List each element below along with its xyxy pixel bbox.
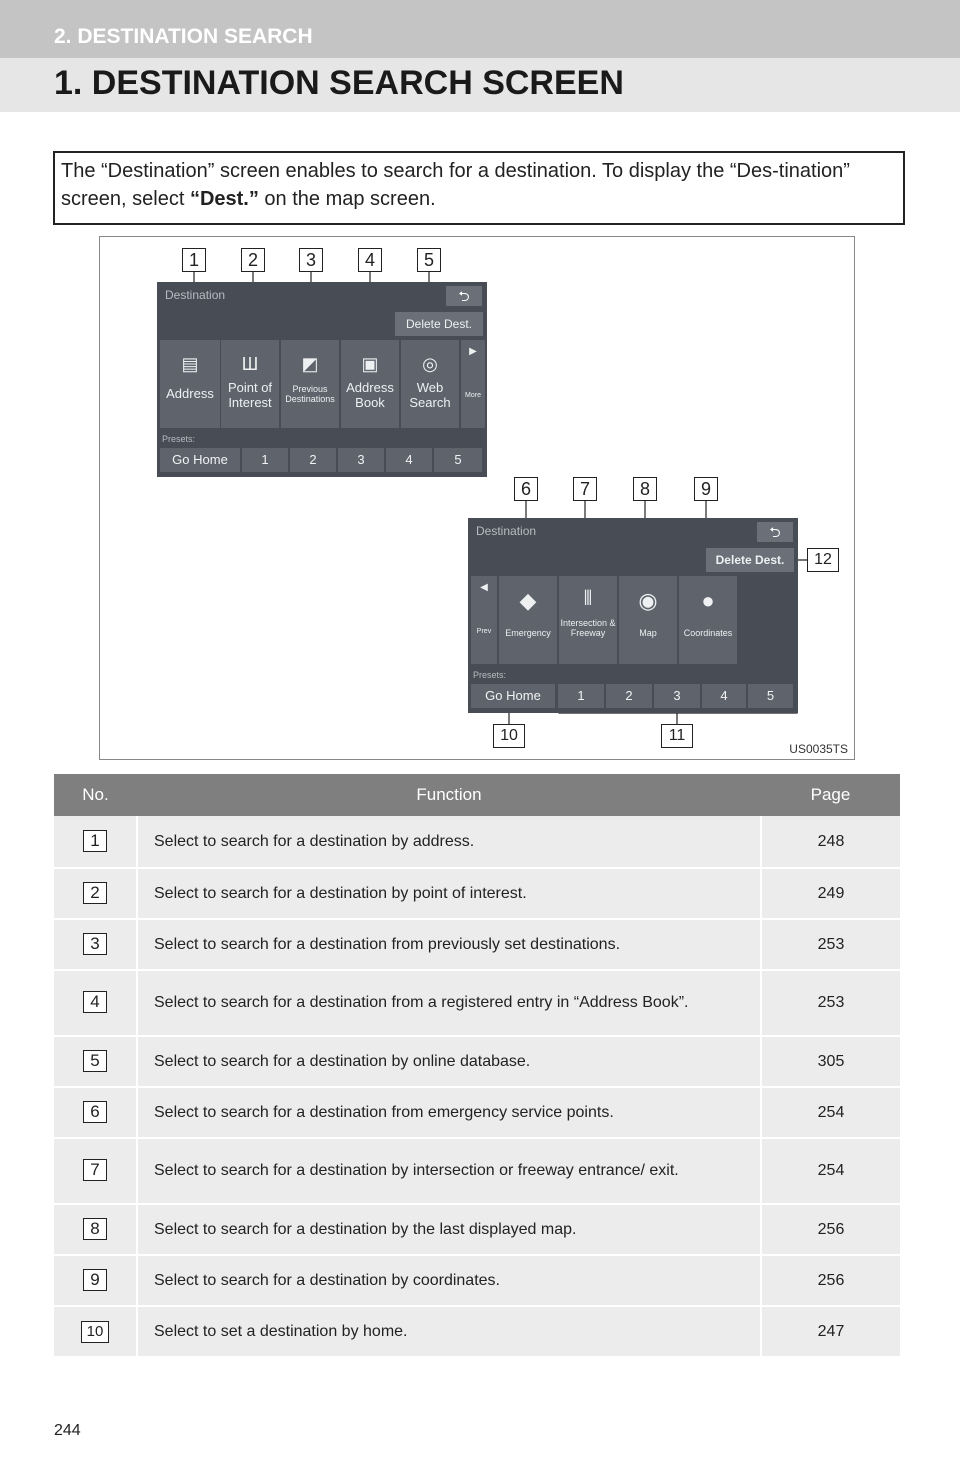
emergency-button[interactable]: ◆ Emergency xyxy=(499,576,557,664)
number-badge: 8 xyxy=(83,1218,107,1240)
chevron-left-icon: ◀ xyxy=(480,582,488,593)
coordinates-icon: ● xyxy=(701,588,715,613)
previous-destinations-button[interactable]: ◩ Previous Destinations xyxy=(281,340,339,428)
table-row xyxy=(54,1306,900,1357)
page-number: 244 xyxy=(54,1422,81,1439)
emergency-icon: ◆ xyxy=(519,588,537,613)
back-button[interactable]: ⮌ xyxy=(757,522,793,542)
header-function: Function xyxy=(137,774,761,816)
table-row xyxy=(54,1036,900,1087)
callout-9: 9 xyxy=(694,477,718,501)
chevron-right-icon: ▶ xyxy=(469,346,477,357)
function-cell: Select to search for a destination from a registered entry in “Address Book”. xyxy=(137,970,761,1036)
header-page: Page xyxy=(761,774,900,816)
page-cell: 253 xyxy=(761,919,900,970)
address-book-button[interactable]: ▣ Address Book xyxy=(341,340,399,428)
table-row xyxy=(54,1204,900,1255)
header-no: No. xyxy=(54,774,137,816)
callout-11: 11 xyxy=(661,724,693,748)
intro-text: The “Destination” screen enables to search for a destination. To display the “Des-tination” screen, select xyxy=(61,160,850,210)
preset-1[interactable]: 1 xyxy=(558,684,604,708)
callout-6: 6 xyxy=(514,477,538,501)
function-cell: Select to search for a destination from emergency service points. xyxy=(137,1087,761,1138)
number-badge: 3 xyxy=(83,933,107,955)
number-badge: 10 xyxy=(81,1321,109,1343)
callout-12: 12 xyxy=(807,548,839,572)
prev-button[interactable]: ◀ Prev xyxy=(471,576,497,664)
callout-8: 8 xyxy=(633,477,657,501)
poi-button[interactable]: Ш Point of Interest xyxy=(221,340,279,428)
page-cell: 248 xyxy=(761,816,900,868)
delete-dest-button[interactable]: Delete Dest. xyxy=(706,548,794,572)
page-title-bar xyxy=(0,58,960,112)
page-cell: 249 xyxy=(761,868,900,919)
destination-screen-2 xyxy=(468,518,798,713)
page-title: 1. DESTINATION SEARCH SCREEN xyxy=(54,64,624,102)
section-header xyxy=(0,0,960,58)
preset-2[interactable]: 2 xyxy=(290,448,336,472)
page-cell: 254 xyxy=(761,1087,900,1138)
address-book-icon: ▣ xyxy=(361,354,379,374)
go-home-preset[interactable]: Go Home xyxy=(160,448,240,472)
preset-4[interactable]: 4 xyxy=(386,448,432,472)
page-cell: 256 xyxy=(761,1255,900,1306)
web-search-button[interactable]: ◎ Web Search xyxy=(401,340,459,428)
number-badge: 7 xyxy=(83,1159,107,1181)
function-cell: Select to search for a destination by the last displayed map. xyxy=(137,1204,761,1255)
table-row xyxy=(54,1138,900,1204)
page-cell: 247 xyxy=(761,1306,900,1357)
function-cell: Select to search for a destination by online database. xyxy=(137,1036,761,1087)
preset-3[interactable]: 3 xyxy=(654,684,700,708)
number-badge: 6 xyxy=(83,1101,107,1123)
coordinates-button[interactable]: ● Coordinates xyxy=(679,576,737,664)
function-table xyxy=(54,774,900,1358)
table-row xyxy=(54,816,900,868)
intro-bold: “Dest.” xyxy=(189,188,259,210)
intersection-freeway-button[interactable]: ⫴ Intersection & Freeway xyxy=(559,576,617,664)
destination-screen-1 xyxy=(157,282,487,477)
delete-dest-button[interactable]: Delete Dest. xyxy=(395,312,483,336)
intersection-icon: ⫴ xyxy=(583,588,593,610)
number-badge: 9 xyxy=(83,1269,107,1291)
page-cell: 254 xyxy=(761,1138,900,1204)
web-search-icon: ◎ xyxy=(422,354,438,374)
section-title: 2. DESTINATION SEARCH xyxy=(54,25,313,48)
callout-1: 1 xyxy=(182,248,206,272)
page-cell: 253 xyxy=(761,970,900,1036)
more-button[interactable]: ▶ More xyxy=(461,340,485,428)
intro-text-end: on the map screen. xyxy=(258,188,436,210)
presets-label: Presets: xyxy=(162,434,196,444)
presets-label: Presets: xyxy=(473,670,507,680)
address-icon: ▤ xyxy=(181,354,199,374)
function-cell: Select to set a destination by home. xyxy=(137,1306,761,1357)
number-badge: 5 xyxy=(83,1050,107,1072)
table-row xyxy=(54,1087,900,1138)
function-cell: Select to search for a destination by intersection or freeway entrance/ exit. xyxy=(137,1138,761,1204)
screen-title: Destination xyxy=(476,524,537,538)
screen-title: Destination xyxy=(165,288,226,302)
previous-destinations-icon: ◩ xyxy=(301,354,319,374)
preset-2[interactable]: 2 xyxy=(606,684,652,708)
preset-5[interactable]: 5 xyxy=(434,448,482,472)
table-header-row xyxy=(54,774,900,816)
page-cell: 305 xyxy=(761,1036,900,1087)
table-row xyxy=(54,919,900,970)
map-icon: ◉ xyxy=(638,588,658,613)
function-cell: Select to search for a destination from previously set destinations. xyxy=(137,919,761,970)
callout-10: 10 xyxy=(493,724,525,748)
back-button[interactable]: ⮌ xyxy=(446,286,482,306)
number-badge: 4 xyxy=(83,991,107,1013)
table-row xyxy=(54,868,900,919)
function-cell: Select to search for a destination by address. xyxy=(137,816,761,868)
table-row xyxy=(54,970,900,1036)
address-button[interactable]: ▤ Address xyxy=(160,340,220,428)
preset-4[interactable]: 4 xyxy=(702,684,746,708)
preset-1[interactable]: 1 xyxy=(242,448,288,472)
number-badge: 1 xyxy=(83,830,107,852)
page-cell: 256 xyxy=(761,1204,900,1255)
callout-2: 2 xyxy=(241,248,265,272)
table-row xyxy=(54,1255,900,1306)
go-home-preset[interactable]: Go Home xyxy=(471,684,555,708)
function-cell: Select to search for a destination by coordinates. xyxy=(137,1255,761,1306)
function-cell: Select to search for a destination by point of interest. xyxy=(137,868,761,919)
callout-5: 5 xyxy=(417,248,441,272)
screen-illustration xyxy=(99,236,855,760)
map-button[interactable]: ◉ Map xyxy=(619,576,677,664)
callout-3: 3 xyxy=(299,248,323,272)
poi-icon: Ш xyxy=(241,354,259,374)
callout-4: 4 xyxy=(358,248,382,272)
number-badge: 2 xyxy=(83,882,107,904)
intro-box xyxy=(53,151,905,225)
figure-id: US0035TS xyxy=(789,742,848,756)
preset-3[interactable]: 3 xyxy=(338,448,384,472)
preset-5[interactable]: 5 xyxy=(748,684,793,708)
callout-7: 7 xyxy=(573,477,597,501)
